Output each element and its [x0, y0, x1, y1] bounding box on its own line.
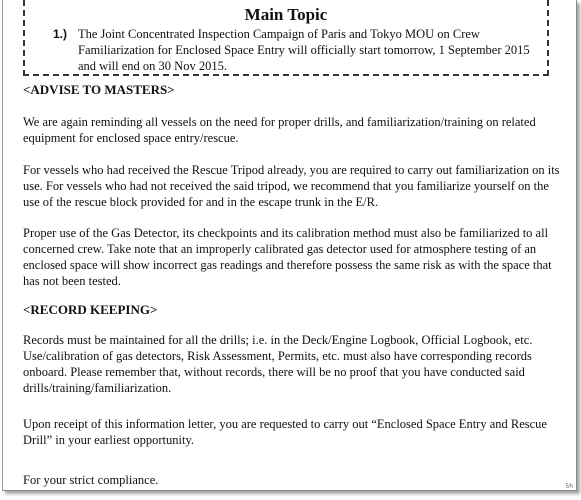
advise-paragraph-2: For vessels who had received the Rescue Tripod already, you are required to carry out familiarization on its use. For vessels who had not received the said tripod, we recommend that you familiarize yourself on the use of the rescue block provided for and in the escape trunk in the E/R.: [23, 163, 560, 209]
main-topic-box: [23, 0, 549, 76]
advise-paragraph-3: Proper use of the Gas Detector, its checkpoints and its calibration method must also be familiarized to all concerned crew. Take note that an improperly calibrated gas detector used for atmosphere testing of an enclosed space will show incorrect gas readings and therefore possess the same risk as with the space that has not been tested.: [23, 226, 552, 288]
record-paragraph-1: Records must be maintained for all the drills; i.e. in the Deck/Engine Logbook, Official Logbook, etc. Use/calibration of gas detectors, Risk Assessment, Permits, etc. must also have corresponding records onboard. Please remember that, without records, there will be no proof that you have conducted said drills/training/familiarization.: [23, 333, 533, 395]
advise-heading: <ADVISE TO MASTERS>: [23, 82, 175, 97]
record-keeping-heading: <RECORD KEEPING>: [23, 302, 158, 317]
main-topic-title: Main Topic: [244, 5, 328, 24]
closing-paragraph-1: Upon receipt of this information letter, you are requested to carry out “Enclosed Space Entry and Rescue Drill” in your earliest opportunity.: [23, 417, 547, 447]
corner-mark: 5h: [565, 483, 573, 490]
topic-item-number: 1.): [53, 27, 68, 41]
document-page: [2, 0, 577, 491]
advise-paragraph-1: We are again reminding all vessels on the need for proper drills, and familiarization/training on related equipment for enclosed space entry/rescue.: [23, 115, 536, 145]
topic-item-text: The Joint Concentrated Inspection Campaign of Paris and Tokyo MOU on Crew Familiarization for Enclosed Space Entry will officially start tomorrow, 1 September 2015 and will end on 30 Nov 2015.: [78, 27, 530, 73]
closing-paragraph-2: For your strict compliance.: [23, 473, 159, 487]
